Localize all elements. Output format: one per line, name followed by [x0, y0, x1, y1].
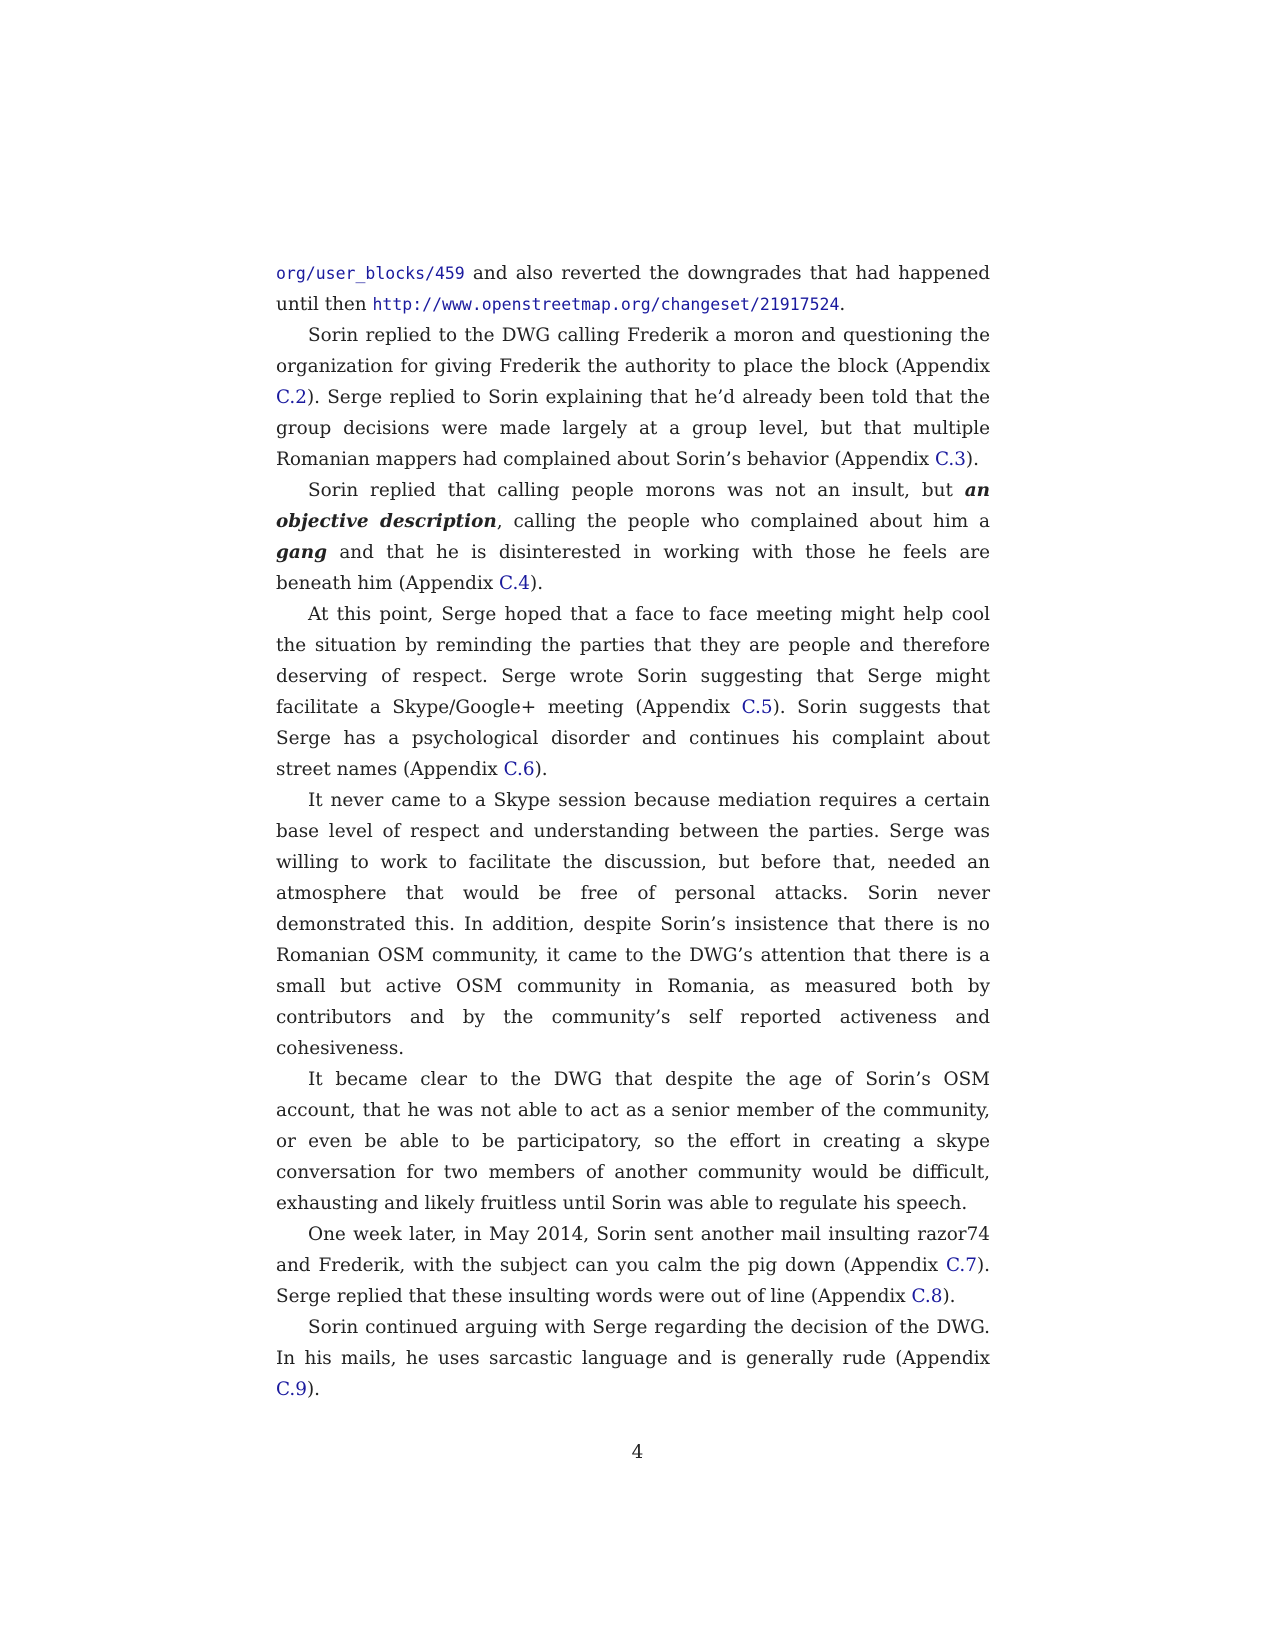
paragraph-3-text-a: Sorin replied that calling people morons was not an insult, but: [308, 480, 965, 501]
paragraph-8-text-b: ).: [306, 1379, 320, 1400]
paragraph-4-text-a: At this point, Serge hoped that a face to face meeting might help cool the situation by reminding the parties that they are people and therefore deserving of respect. Serge wrote Sorin suggesting that Serge might facilitate a Skype/Google+ meeting (Appendix: [276, 604, 990, 718]
paragraph-7-text-a: One week later, in May 2014, Sorin sent another mail insulting razor74 and Frederik, with the subject can you calm the pig down (Appendix: [276, 1224, 990, 1276]
paragraph-3-text-b: , calling the people who complained about him a: [496, 511, 990, 532]
appendix-c6-link[interactable]: C.6: [503, 759, 535, 780]
emphasis-gang: gang: [276, 542, 328, 563]
appendix-c8-link[interactable]: C.8: [911, 1286, 943, 1307]
appendix-c5-link[interactable]: C.5: [741, 697, 773, 718]
appendix-c3-link[interactable]: C.3: [934, 449, 966, 470]
paragraph-4: [276, 599, 990, 785]
appendix-c2-link[interactable]: C.2: [276, 387, 307, 408]
paragraph-1: [276, 258, 990, 320]
paragraph-8-text-a: Sorin continued arguing with Serge regarding the decision of the DWG. In his mails, he uses sarcastic language and is generally rude (Appendix: [276, 1317, 990, 1369]
paragraph-7-text-b: ). Serge replied that these insulting words were out of line (Appendix: [276, 1255, 990, 1307]
paragraph-2-text-a: Sorin replied to the DWG calling Frederik a moron and questioning the organization for giving Frederik the authority to place the block (Appendix: [276, 325, 990, 377]
paragraph-3-text-d: ).: [530, 573, 544, 594]
paragraph-2-text-c: ).: [965, 449, 979, 470]
paragraph-3-text-c: and that he is disinterested in working with those he feels are beneath him (Appendix: [276, 542, 990, 594]
paragraph-1-text-b: .: [839, 294, 846, 315]
page-number: 4: [631, 1442, 644, 1463]
emphasis-objective-description: an objective description: [276, 480, 990, 532]
paragraph-1-text-a: and also reverted the downgrades that had happened until then: [276, 263, 990, 315]
body-text: [276, 258, 990, 1405]
paragraph-4-text-b: ). Sorin suggests that Serge has a psychological disorder and continues his complaint about street names (Appendix: [276, 697, 991, 780]
paragraph-5: It never came to a Skype session because mediation requires a certain base level of respect and understanding between the parties. Serge was willing to work to facilitate the discussion, but before that, needed an atmosphere that would be free of personal attacks. Sorin never demonstrated this. In addition, despite Sorin’s insistence that there is no Romanian OSM community, it came to the DWG’s attention that there is a small but active OSM community in Romania, as measured both by contributors and by the community’s self reported activeness and cohesiveness.: [276, 790, 990, 1059]
changeset-link[interactable]: http://www.openstreetmap.org/changeset/21917524: [372, 295, 840, 314]
user-blocks-link[interactable]: org/user_blocks/459: [276, 264, 465, 283]
appendix-c7-link[interactable]: C.7: [946, 1255, 977, 1276]
paragraph-3: [276, 475, 990, 599]
appendix-c4-link[interactable]: C.4: [499, 573, 531, 594]
paragraph-8: [276, 1312, 990, 1405]
appendix-c9-link[interactable]: C.9: [276, 1379, 307, 1400]
paragraph-4-text-c: ).: [534, 759, 548, 780]
paragraph-2: [276, 320, 990, 475]
paragraph-7: [276, 1219, 990, 1312]
paragraph-7-text-c: ).: [942, 1286, 956, 1307]
paragraph-6: It became clear to the DWG that despite the age of Sorin’s OSM account, that he was not able to act as a senior member of the community, or even be able to be participatory, so the effort in creating a skype conversation for two members of another community would be difficult, exhausting and likely fruitless until Sorin was able to regulate his speech.: [276, 1069, 990, 1214]
paragraph-2-text-b: ). Serge replied to Sorin explaining that he’d already been told that the group decisions were made largely at a group level, but that multiple Romanian mappers had complained about Sorin’s behavior (Appendix: [276, 387, 990, 470]
